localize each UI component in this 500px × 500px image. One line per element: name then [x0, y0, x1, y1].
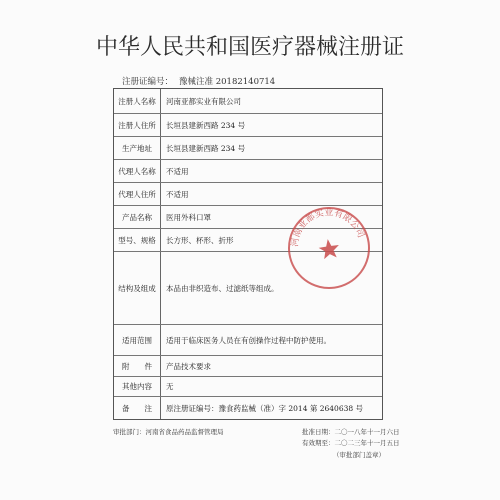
row-label: 生产地址 — [122, 143, 152, 153]
valid-until-date: 有效期至：二〇二三年十一月五日 — [302, 439, 400, 447]
row-value: 医用外科口罩 — [166, 212, 211, 222]
certificate-title: 中华人民共和国医疗器械注册证 — [95, 35, 404, 60]
row-value: 适用于临床医务人员在有创操作过程中防护使用。 — [166, 335, 331, 345]
row-value: 长垣县建新西路 234 号 — [166, 120, 246, 130]
row-label: 代理人住所 — [118, 189, 156, 199]
row-label: 结构及组成 — [118, 283, 156, 293]
row-label: 注册人住所 — [118, 120, 156, 130]
row-value: 不适用 — [166, 166, 189, 176]
row-value: 不适用 — [166, 189, 189, 199]
row-value: 长方形、杯形、折形 — [166, 235, 234, 245]
approval-department-value: 河南省食品药品监督管理局 — [145, 428, 224, 436]
row-label: 备 注 — [122, 403, 152, 413]
row-label: 适用范围 — [122, 335, 152, 345]
row-label: 附 件 — [122, 361, 152, 371]
row-value: 原注册证编号：豫食药监械（准）字 2014 第 2640638 号 — [166, 403, 364, 413]
table-row — [114, 137, 382, 160]
approval-department-line — [113, 427, 224, 436]
registration-number-value: 豫械注准 20182140714 — [179, 77, 276, 87]
row-label: 其他内容 — [122, 382, 152, 391]
row-value: 产品技术要求 — [166, 361, 211, 371]
table-row — [114, 325, 382, 356]
seal-circle-group — [284, 201, 375, 293]
row-value: 长垣县建新西路 234 号 — [166, 143, 246, 153]
row-value: 河南亚都实业有限公司 — [166, 96, 241, 106]
seal-star-icon — [318, 238, 341, 260]
table-row — [114, 397, 382, 419]
stamp-note: （审批部门盖章） — [333, 451, 385, 459]
table-row — [114, 160, 382, 183]
table-row — [114, 114, 382, 137]
company-seal — [281, 200, 377, 296]
row-label: 注册人名称 — [118, 96, 156, 106]
row-label: 产品名称 — [122, 212, 152, 222]
approval-department-label: 审批部门： — [113, 428, 146, 436]
registration-number-line — [122, 75, 275, 87]
table-row — [114, 356, 382, 377]
row-value: 本品由非织造布、过滤纸等组成。 — [166, 283, 279, 293]
row-label: 代理人名称 — [118, 166, 156, 176]
approval-date: 批准日期：二〇一八年十一月六日 — [302, 428, 400, 436]
registration-number-label: 注册证编号： — [122, 77, 174, 87]
table-row — [114, 377, 382, 397]
seal-text: 河南亚都实业有限公司 — [290, 208, 366, 248]
table-row — [114, 89, 382, 114]
row-value: 无 — [166, 382, 174, 391]
row-label: 型号、规格 — [118, 235, 156, 245]
